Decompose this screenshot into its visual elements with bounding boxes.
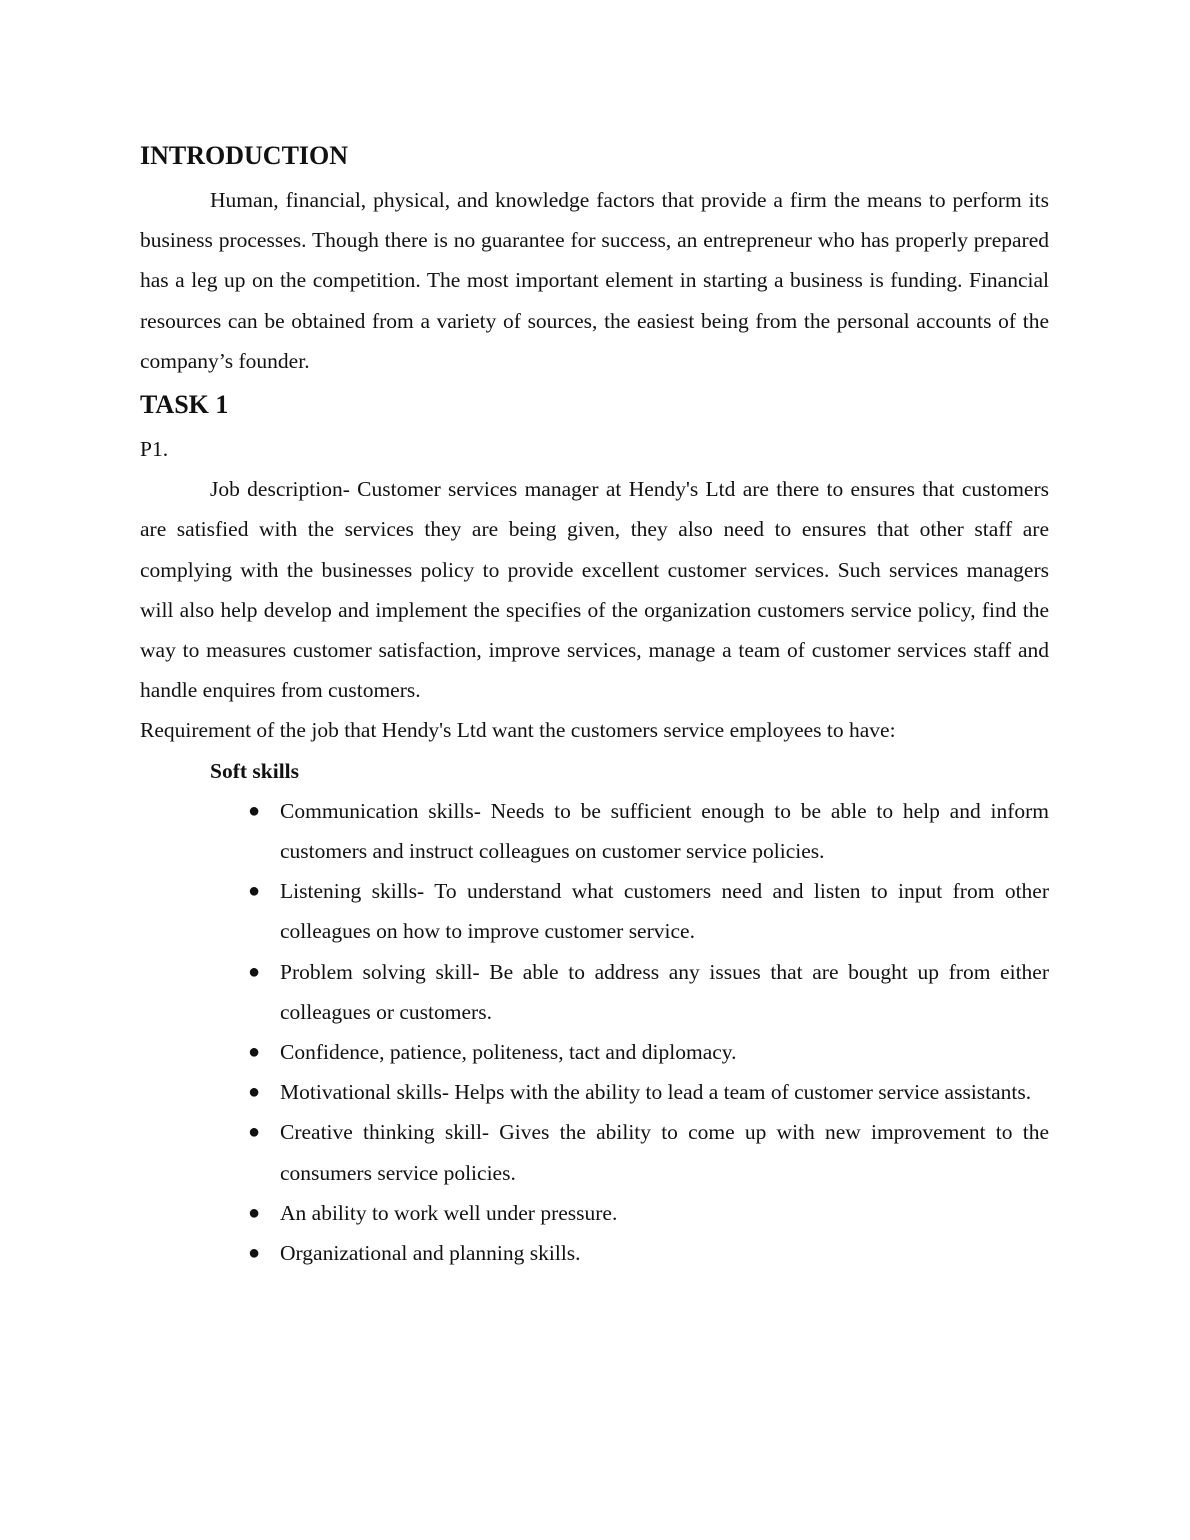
- task1-heading: TASK 1: [140, 390, 229, 420]
- list-item: [247, 1193, 1049, 1233]
- bullet-icon: ●: [247, 1121, 261, 1144]
- list-item: [247, 871, 1049, 951]
- introduction-heading: INTRODUCTION: [140, 141, 349, 170]
- list-item-text: Organizational and planning skills.: [280, 1241, 581, 1266]
- list-item-text: Confidence, patience, politeness, tact and diplomacy.: [280, 1040, 737, 1065]
- requirement-line: Requirement of the job that Hendy's Ltd want the customers service employees to have:: [140, 718, 896, 743]
- bullet-icon: ●: [247, 1242, 261, 1265]
- bullet-icon: ●: [247, 1201, 261, 1224]
- list-item-text: An ability to work well under pressure.: [280, 1200, 618, 1225]
- list-item-text: Communication skills- Needs to be sufficient enough to be able to help and inform customers and instruct colleagues on customer service policies.: [280, 798, 1049, 864]
- bullet-icon: ●: [247, 1081, 261, 1104]
- list-item-text: Creative thinking skill- Gives the ability to come up with new improvement to the consumers service policies.: [280, 1120, 1049, 1185]
- list-item: [247, 1032, 1049, 1072]
- bullet-icon: ●: [247, 960, 261, 983]
- bullet-icon: ●: [247, 799, 261, 822]
- soft-skills-list: [140, 791, 1049, 1273]
- list-item: [247, 1233, 1049, 1273]
- document-page: [140, 138, 1049, 1273]
- bullet-icon: ●: [247, 880, 261, 903]
- list-item-text: Problem solving skill- Be able to address any issues that are bought up from either colleagues or customers.: [280, 959, 1049, 1024]
- list-item: [247, 952, 1049, 1032]
- list-item: [247, 791, 1049, 871]
- job-description-paragraph: Job description- Customer services manager at Hendy's Ltd are there to ensures that customers are satisfied with the services they are being given, they also need to ensures that other staff are complying with the businesses policy to provide excellent customer services. Such services managers will also help develop and implement the specifies of the organization customers service policy, find the way to measures customer satisfaction, improve services, manage a team of customer services staff and handle enquires from customers.: [140, 477, 1049, 703]
- list-item-text: Motivational skills- Helps with the ability to lead a team of customer service assistants.: [280, 1080, 1032, 1105]
- introduction-paragraph: Human, financial, physical, and knowledge factors that provide a firm the means to perform its business processes. Though there is no guarantee for success, an entrepreneur who has properly prepared has a leg up on the competition. The most important element in starting a business is funding. Financial resources can be obtained from a variety of sources, the easiest being from the personal accounts of the company’s founder.: [140, 188, 1049, 373]
- list-item: [247, 1072, 1049, 1112]
- bullet-icon: ●: [247, 1041, 261, 1064]
- list-item: [247, 1112, 1049, 1192]
- soft-skills-title: Soft skills: [210, 758, 300, 783]
- p1-label: P1.: [140, 437, 169, 462]
- list-item-text: Listening skills- To understand what customers need and listen to input from other colleagues on how to improve customer service.: [280, 879, 1049, 944]
